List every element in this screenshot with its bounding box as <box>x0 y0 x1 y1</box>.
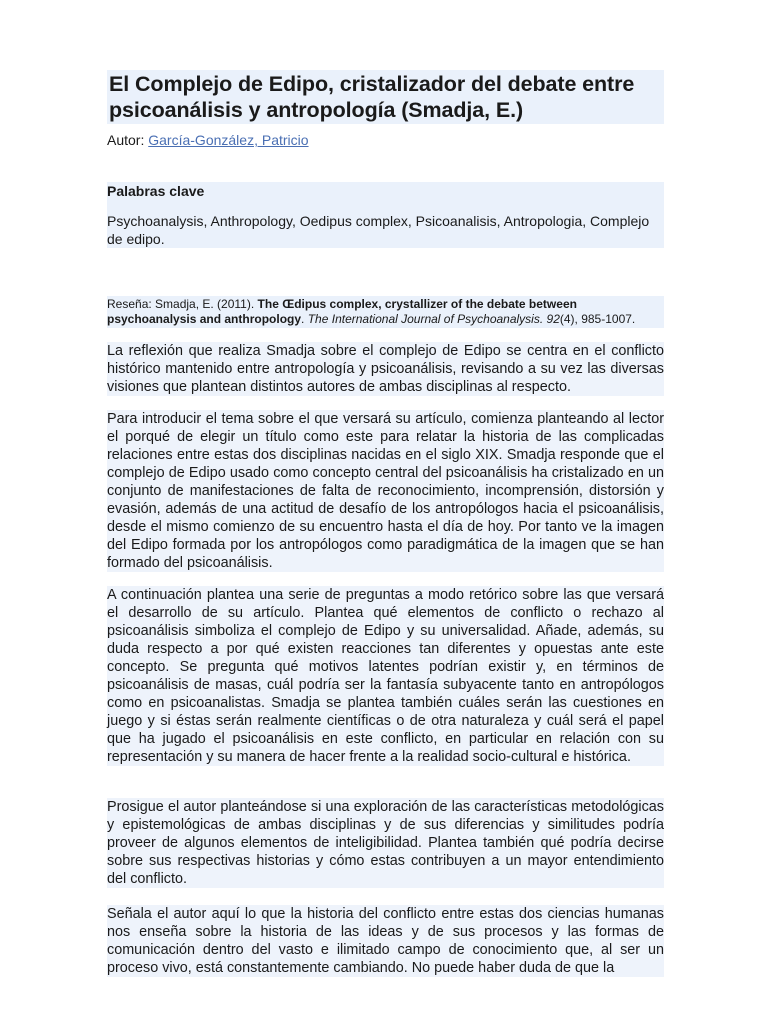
author-line <box>107 131 664 149</box>
body-paragraph: A continuación plantea una serie de preguntas a modo retórico sobre las que versará el desarrollo de su artículo. Plantea qué elementos de conflicto o rechazo al psicoanálisis simboliza el complejo de Edipo y su universalidad. Añade, además, su duda respecto a por qué existen reacciones tan diferentes y opuestas ante este concepto. Se pregunta qué motivos latentes podrían existir y, en términos de psicoanálisis de masas, cuál podría ser la fantasía subyacente tanto en antropólogos como en psicoanalistas. Smadja se plantea también cuáles serán las cuestiones en juego y si éstas serán realmente científicas o de otra naturaleza y cuál será el papel que ha jugado el psicoanálisis en este conflicto, en particular en relación con su representación y su manera de hacer frente a la realidad socio-cultural e histórica. <box>107 587 664 765</box>
author-link[interactable]: García-González, Patricio <box>148 132 309 148</box>
body-paragraph: Señala el autor aquí lo que la historia del conflicto entre estas dos ciencias humanas nos enseña sobre la historia de las ideas y de sus procesos y las formas de comunicación dentro del vasto e ilimitado campo de conocimiento que, al ser un proceso vivo, está constantemente cambiando. No puede haber duda de que la <box>107 906 664 976</box>
reference-prefix: Reseña: Smadja, E. (2011). <box>107 297 258 311</box>
reference-journal: The International Journal of Psychoanalysis. 92 <box>307 312 560 326</box>
body-paragraph: Prosigue el autor planteándose si una exploración de las características metodológicas y epistemológicas de ambas disciplinas y de sus diferencias y similitudes podría proveer de algunos elementos de inteligibilidad. Plantea también qué podría decirse sobre sus respectivas historias y cómo estas contribuyen a un mayor entendimiento del conflicto. <box>107 799 664 887</box>
body-paragraph: La reflexión que realiza Smadja sobre el complejo de Edipo se centra en el conflicto histórico mantenido entre antropología y psicoanálisis, revisando a su vez las diversas visiones que plantean distintos autores de ambas disciplinas al respecto. <box>107 343 664 395</box>
article-title: El Complejo de Edipo, cristalizador del debate entre psicoanálisis y antropología (Smadja, E.) <box>107 70 664 124</box>
body-paragraph: Para introducir el tema sobre el que versará su artículo, comienza planteando al lector el porqué de elegir un título como este para relatar la historia de las complicadas relaciones entre estas dos disciplinas nacidas en el siglo XIX. Smadja responde que el complejo de Edipo usado como concepto central del psicoanálisis ha cristalizado en un conjunto de manifestaciones de falta de reconocimiento, incomprensión, distorsión y evasión, además de una actitud de desafío de los antropólogos hacia el psicoanálisis, desde el mismo comienzo de su encuentro hasta el día de hoy. Por tanto ve la imagen del Edipo formada por los antropólogos como paradigmática de la imagen que se han formado del psicoanálisis. <box>107 411 664 571</box>
keywords-section <box>107 182 664 248</box>
keywords-text: Psychoanalysis, Anthropology, Oedipus complex, Psicoanalisis, Antropologia, Complejo de edipo. <box>107 213 650 247</box>
reference-citation <box>107 296 664 328</box>
keywords-heading: Palabras clave <box>107 183 205 199</box>
reference-sep: . <box>301 312 308 326</box>
reference-title: The Œdipus complex, crystallizer of the debate between psychoanalysis and anthropology <box>107 297 577 326</box>
author-label: Autor: <box>107 132 149 148</box>
reference-issue: (4), 985-1007. <box>559 312 636 326</box>
